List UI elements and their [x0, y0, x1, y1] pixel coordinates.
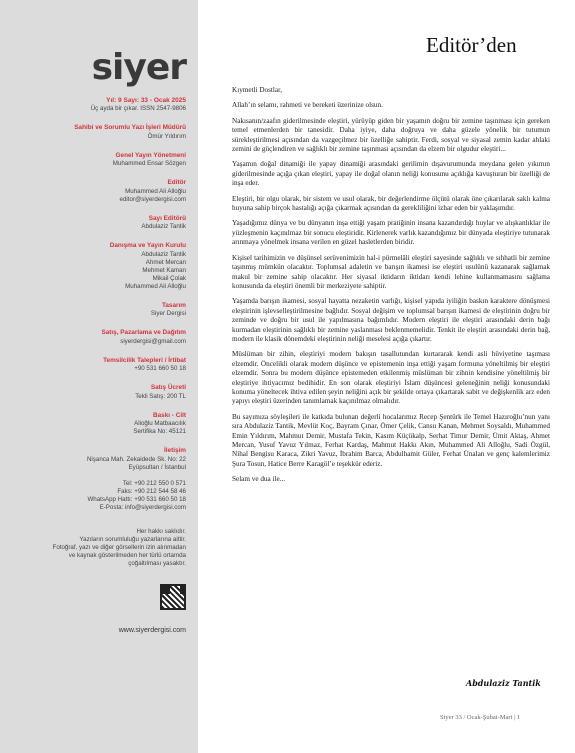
- page-title: Editör’den: [426, 33, 517, 57]
- masthead-value: Sertifika No: 45121: [133, 428, 186, 435]
- masthead-value: Abdulaziz Tantik: [141, 223, 186, 230]
- masthead-label: Tasarım: [161, 301, 186, 309]
- paragraph: Nakısanın/zaafın giderilmesinde eleştiri, yürüyüp giden bir yaşamın doğru bir zemine taşınması için gereken temel etmenlerden bir tanesidir. Daha iyiye, daha doğruya ve daha güzele yönelik bir tutumun sürekleştirilmesi açısından da vazgeçilmez bir özelliğe sahiptir. Ferdi, sosyal ve siyasal zemin kadar ahlaki zemini de güçlendiren ve sağlıklı bir zemine taşınması açısından da elzem bir olgudur eleştiri...: [232, 116, 550, 154]
- masthead-sidebar: [0, 0, 198, 753]
- masthead-block: [12, 357, 186, 374]
- notice-line: Yazıların sorumluluğu yazarlarına aittir.: [79, 535, 186, 543]
- masthead-value: Ömür Yıldırım: [147, 132, 186, 140]
- masthead-block: [12, 124, 186, 141]
- masthead-value: Tel: +90 212 550 0 571: [122, 479, 186, 487]
- masthead-value: Nişanca Mah. Zekaidede Sk. No: 22: [86, 455, 186, 463]
- masthead-block: [12, 215, 186, 232]
- paragraph: Eleştiri, bir olgu olarak, bir sistem ve usul olarak, bir değerlendirme ölçütü olarak öne çıkarılarak saklı kalma huyuna sahip birçok hastalığı açığa çıkarmak açısından da gerekliliğini izhar eden bir yaklaşımdır.: [232, 194, 550, 213]
- paragraph: Allah’ın selamı, rahmeti ve bereketi üzerinize olsun.: [232, 101, 383, 110]
- masthead-value: Siyer Dergisi: [150, 310, 186, 317]
- notice-line: Her hakkı saklıdır.: [136, 527, 186, 535]
- masthead-value: Tekli Satış: 200 TL: [135, 392, 186, 400]
- masthead-label: Genel Yayın Yönetmeni: [115, 151, 186, 159]
- masthead-value: Abdulaziz Tantik: [141, 250, 186, 258]
- masthead-label: Temsilcilik Talepleri / İrtibat: [103, 356, 186, 364]
- paragraph: Kıymetli Dostlar,: [232, 86, 283, 94]
- masthead-label: Sayı Editörü: [148, 214, 186, 222]
- paragraph: Bu sayımıza söyleşileri ile katkıda bulunan değerli hocalarımız Recep Şentürk ile Temel Hazıroğlu’nun yanı sıra Abdulaziz Tantik, Mevlüt Koç, Bayram Çınar, Ömer Çelik, Cansu Kanan, Mehmet Soysaldı, Muhammed Emin Yıldırım, Mahmut Demir, Mustafa Tekin, Kasım Küçükalp, Serhat Timur Demir, Ümit Aktaş, Ahmet Mercan, Yusuf Yavuz Yılmaz, Ferhat Kardaş, Mahmut Hakkı Akın, Muhammed Ali Alloğlu, Sadi Özgül, Nihal Bengisu Karaca, Zikri Yavuz, İbrahim Barca, Abdulhamit Güler, Ferhat Ünalan ve genç kalemlerimiz Şura Tosun, Hatice Berre Karagöl’e teşekkür ederiz.: [232, 412, 550, 468]
- masthead-value: E-Posta: info@siyerdergisi.com: [99, 503, 186, 511]
- masthead-block: [12, 329, 186, 346]
- notice-line: ve kaynak gösterilmeden her türlü ortamda: [68, 551, 186, 559]
- siyer-logo: siyer: [91, 47, 186, 88]
- masthead-value: editor@siyerdergisi.com: [119, 195, 186, 203]
- masthead-block: [12, 242, 186, 291]
- masthead-value: Faks: +90 212 544 58 46: [117, 487, 186, 495]
- paragraph: Kişisel tarihimizin ve düşünsel serüvenimizin hal-i pürmelâli eleştiri sayesinde sağlıklı ve sıhhatli bir zemine taşınmış mümkün olacaktır. Toplumsal adaletin ve barışın ikamesi ise eleştiri usulünü kazanarak sağlamak makul bir zemine sahip olacaktır. Her siyasal iktidarın iktidarı kendi lehine kullanmamasını sağlama konusunda da eleştiri önemli bir merkeziyete sahiptir.: [232, 253, 550, 290]
- signature: Abdulaziz Tantik: [466, 678, 541, 688]
- masthead-value: Alioğlu Matbaacılık: [134, 420, 186, 427]
- masthead-value: Eyüpsultan / İstanbul: [128, 463, 186, 471]
- masthead-label: Satış, Pazarlama ve Dağıtım: [101, 329, 186, 336]
- masthead-value: WhatsApp Hattı: +90 531 660 50 18: [87, 495, 186, 503]
- copyright-notice: [12, 528, 186, 568]
- masthead-label: Danışma ve Yayın Kurulu: [109, 242, 186, 249]
- masthead-label: Editör: [167, 179, 186, 186]
- masthead-value: Muhammed Ali Alloğlu: [125, 282, 186, 290]
- masthead-label: İletişim: [163, 447, 186, 454]
- paragraph: Yaşamın doğal dinamiği ile yapay dinamiği arasındaki gerilimin dışavurumunda meydana gelen yıkımın giderilmesinde açığa çıkan eleştiri, yapay ile doğal olanın neliği konusunu açıklığa kavuşturan bir özelliği de inşa eder.: [232, 160, 550, 188]
- website-link[interactable]: www.siyerdergisi.com: [118, 626, 186, 634]
- page-footer: Siyer 33 / Ocak-Şubat-Mart | 1: [440, 714, 521, 721]
- masthead-value: +90 531 660 50 18: [134, 365, 186, 372]
- masthead-value: Mehmet Kaman: [142, 266, 186, 274]
- paragraph: Yaşadığımız dünya ve bu dünyanın inşa ettiği yaşam pratiğinin insana kazandırdığı huylar ve alışkanlıklar ile yüzleşmenin kaçınılmaz bir sonucu eleştiridir. Kirlenerek varlık kazandığımız bir dünyada eleştiriye tutunarak arınmaya yönelmek insana verilen en güzel hasletlerden biridir.: [232, 219, 550, 247]
- masthead-value: Ahmet Mercan: [145, 258, 186, 266]
- masthead-block: [12, 179, 186, 204]
- masthead-value: [12, 472, 186, 480]
- paragraph: Müslüman bir zihin, eleştiriyi modern bakışın tasallutundan kurtararak kendi asli hüviyetine taşıması elzemdir. Öncelikli olarak modern düşünce ve epistemenin inşa ettiği yaşam formuna yöneltilmiş bir eleştiri elzemdir. Sonra bu modern düşünce epistemeden etkilenmiş müslüman bir zihnin kendisine yöneltilmiş bir eleştiriye ihtiyacımız bedihidir. En son olarak eleştiriyi İslam düşüncesi geleneğinin neliği konusundaki konuma yöneltecek ihtiva edilen şeyin neliğini açık bir şekilde ortaya çıkartarak sabit ve değişkenlik arz eden yapıyı eleştiri üzerinden tanımlamak kaçınılmaz olmalıdır.: [232, 350, 550, 406]
- issue-line: Yıl: 9 Sayı: 33 - Ocak 2025: [106, 97, 186, 104]
- masthead-value: Mikail Çolak: [152, 274, 186, 282]
- qr-code-icon: [160, 584, 186, 610]
- masthead-label: Sahibi ve Sorumlu Yazı İşleri Müdürü: [74, 124, 186, 131]
- masthead-block: [12, 384, 186, 401]
- issue-sub: Üç ayda bir çıkar. ISSN 2547-9806: [90, 105, 186, 112]
- notice-line: Fotoğraf, yazı ve diğer görsellerin izin alınmadan: [52, 543, 186, 551]
- masthead-block: [12, 412, 186, 437]
- editorial-body: [232, 86, 550, 491]
- masthead-value: siyerdergisi@gmail.com: [120, 337, 186, 345]
- masthead-value: Muhammed Ensar Sözgen: [112, 160, 186, 167]
- masthead-label: Satış Ücreti: [150, 384, 186, 391]
- masthead-block: [12, 152, 186, 169]
- masthead-label: Baskı - Cilt: [152, 411, 186, 419]
- notice-line: çoğaltılması yasaktır.: [128, 559, 186, 567]
- paragraph: Yaşamda barışın ikamesi, sosyal hayatta nezaketin varlığı, kişisel yapıda iyiliğin baskın karaktere dönüşmesi eleştirinin işlevselleştirilmesine bağlıdır. Sosyal değişim ve toplumsal barışın ikamesi de eleştirinin doğru bir zeminde ve doğru bir usul ile yapılmasına bağımlıdır. Modern eleştiri ile eleştiri arasındaki derin bağı kurmadan eleştirinin sağlıklı bir zemine yaslanması beklenmemelidir. Tenkit ile eleştiri arasındaki derin bağ, modern ile klasik dönemdeki eleştirinin neliği meselesi açığa çıkartır.: [232, 297, 550, 343]
- masthead-block: [12, 302, 186, 319]
- masthead-value: Muhammed Ali Alloğlu: [125, 187, 186, 195]
- masthead-block: [12, 447, 186, 512]
- masthead-blocks: [12, 124, 186, 512]
- paragraph: Selam ve dua ile...: [232, 475, 286, 484]
